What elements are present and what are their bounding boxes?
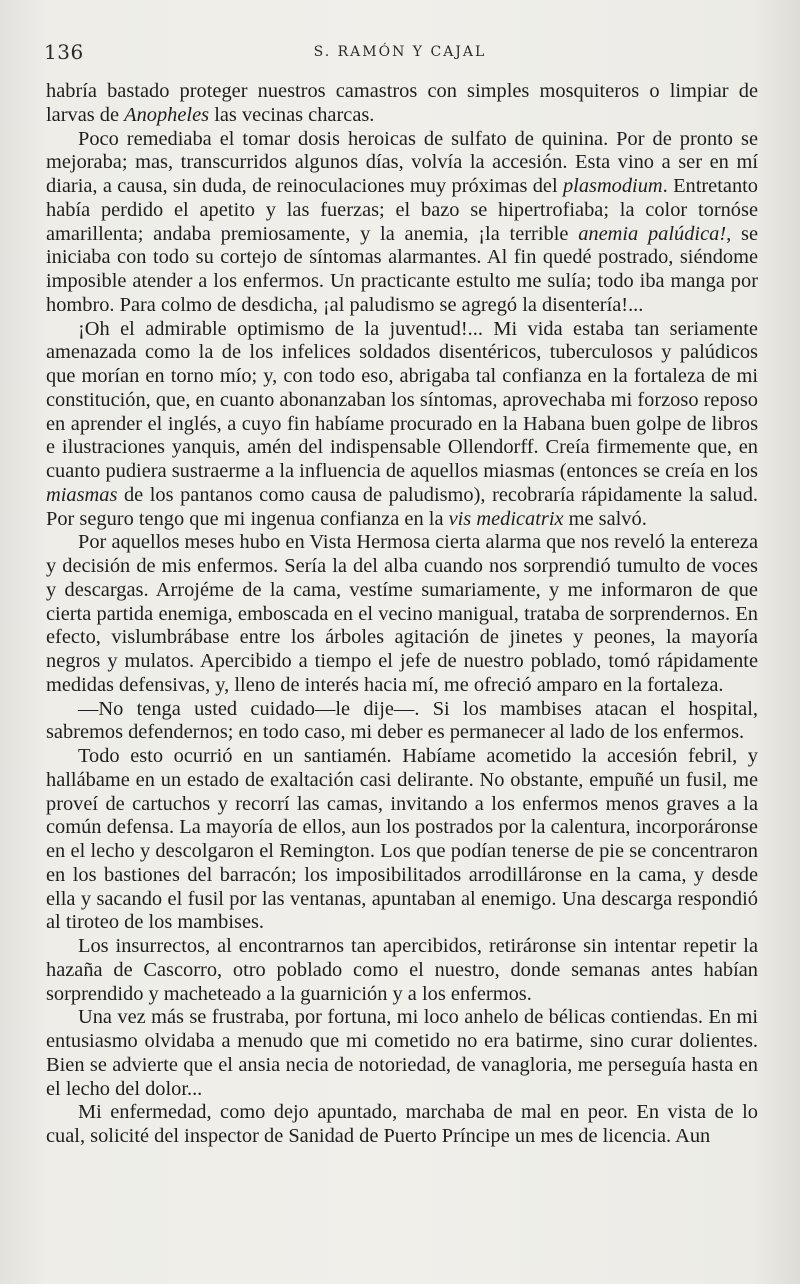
- text-run: , se iniciaba con todo su cortejo de síntomas alarmantes. Al fin quedé postrado, siéndome imposible atender a los enfermos. Un practicante estulto me sulía; todo iba manga por hombro. Para colmo de desdicha, ¡al paludismo se agregó la disentería!...: [46, 222, 758, 316]
- text-run: Una vez más se frustraba, por fortuna, mi loco anhelo de bélicas contiendas. En mi entusiasmo olvidaba a menudo que mi cometido no era batirme, sino curar dolientes. Bien se advierte que el ansia necia de notoriedad, de vanagloria, me perseguía hasta en el lecho del dolor...: [46, 1006, 758, 1100]
- italic-term: plasmodium: [562, 175, 663, 197]
- body-text: [46, 80, 758, 1149]
- text-run: habría bastado proteger nuestros camastros con simples mosquiteros o limpiar de larvas de: [46, 80, 758, 126]
- page-number: 136: [44, 40, 84, 64]
- paragraph: [46, 935, 758, 1006]
- italic-term: anemia palúdica!: [578, 222, 727, 245]
- text-run: Todo esto ocurrió en un santiamén. Habíame acometido la accesión febril, y hallábame en un estado de exaltación casi delirante. No obstante, empuñé un fusil, me proveí de cartuchos y recorrí las camas, invitando a los enfermos menos graves a la común defensa. La mayoría de ellos, aun los postrados por la calentura, incorporáronse en el lecho y descolgaron el Remington. Los que podían tenerse de pie se concentraron en los bastiones del barracón; los imposibilitados arrodilláronse en la cama, y desde ella y sacando el fusil por las ventanas, apuntaban al enemigo. Una descarga respondió al tiroteo de los mambises.: [46, 745, 758, 934]
- text-run: Mi enfermedad, como dejo apuntado, marchaba de mal en peor. En vista de lo cual, solicité del inspector de Sanidad de Puerto Príncipe un mes de licencia. Aun: [46, 1101, 758, 1147]
- paragraph: [46, 531, 758, 697]
- text-run: Por aquellos meses hubo en Vista Hermosa cierta alarma que nos reveló la entereza y decisión de mis enfermos. Sería la del alba cuando nos sorprendió tumulto de voces y descargas. Arrojéme de la cama, vestíme sumariamente, y me informaron de que cierta partida enemiga, emboscada en el vecino manigual, trataba de sorprendernos. En efecto, vislumbrábase entre los árboles agitación de jinetes y peones, la mayoría negros y mulatos. Apercibido a tiempo el jefe de nuestro poblado, tomó rápidamente medidas defensivas, y, lleno de interés hacia mí, me ofreció amparo en la fortaleza.: [46, 531, 758, 696]
- paragraph: [46, 80, 758, 128]
- text-run: Poco remediaba el tomar dosis heroicas de sulfato de quinina. Por de pronto se mejoraba; mas, transcurridos algunos días, volvía la accesión. Esta vino a ser en mí diaria, a causa, sin duda, de reinoculaciones muy próximas del: [46, 127, 758, 197]
- paragraph: [46, 745, 758, 935]
- running-head-author: S. RAMÓN Y CAJAL: [313, 44, 487, 60]
- text-run: las vecinas charcas.: [209, 103, 375, 126]
- text-run: Los insurrectos, al encontrarnos tan apercibidos, retiráronse sin intentar repetir la hazaña de Cascorro, otro poblado como el nuestro, donde semanas antes habían sorprendido y macheteado a la guarnición y a los enfermos.: [46, 935, 758, 1005]
- running-head: [0, 34, 800, 64]
- italic-term: Anopheles: [124, 103, 210, 126]
- text-run: —No tenga usted cuidado—le dije—. Si los mambises atacan el hospital, sabremos defendernos; en todo caso, mi deber es permanecer al lado de los enfermos.: [46, 697, 758, 744]
- text-run: de los pantanos como causa de paludismo), recobraría rápidamente la salud. Por seguro tengo que mi ingenua confianza en la: [46, 483, 758, 530]
- paragraph: [46, 318, 758, 532]
- paragraph: [46, 1006, 758, 1101]
- text-run: ¡Oh el admirable optimismo de la juventud!... Mi vida estaba tan seriamente amenazada como la de los infelices soldados disentéricos, tuberculosos y palúdicos que morían en torno mío; y, con todo eso, abrigaba tal confianza en la fortaleza de mi constitución, que, en cuanto abonanzaban los síntomas, aprovechaba mi forzoso reposo en aprender el inglés, a cuyo fin habíame procurado en la Habana buen golpe de libros e ilustraciones yanquis, amén del indispensable Ollendorff. Creía firmemente que, en cuanto pudiera sustraerme a la influencia de aquellos miasmas (entonces se creía en los: [46, 317, 758, 482]
- italic-term: miasmas: [46, 483, 118, 506]
- paragraph: [46, 1101, 758, 1149]
- paragraph: [46, 698, 758, 746]
- paragraph: [46, 128, 758, 318]
- italic-term: vis medicatrix: [448, 507, 564, 530]
- text-run: . Entretanto había perdido el apetito y las fuerzas; el bazo se hipertrofiaba; la color tornóse amarillenta; andaba premiosamente, y la anemia, ¡la terrible: [46, 175, 759, 245]
- text-run: me salvó.: [563, 507, 647, 530]
